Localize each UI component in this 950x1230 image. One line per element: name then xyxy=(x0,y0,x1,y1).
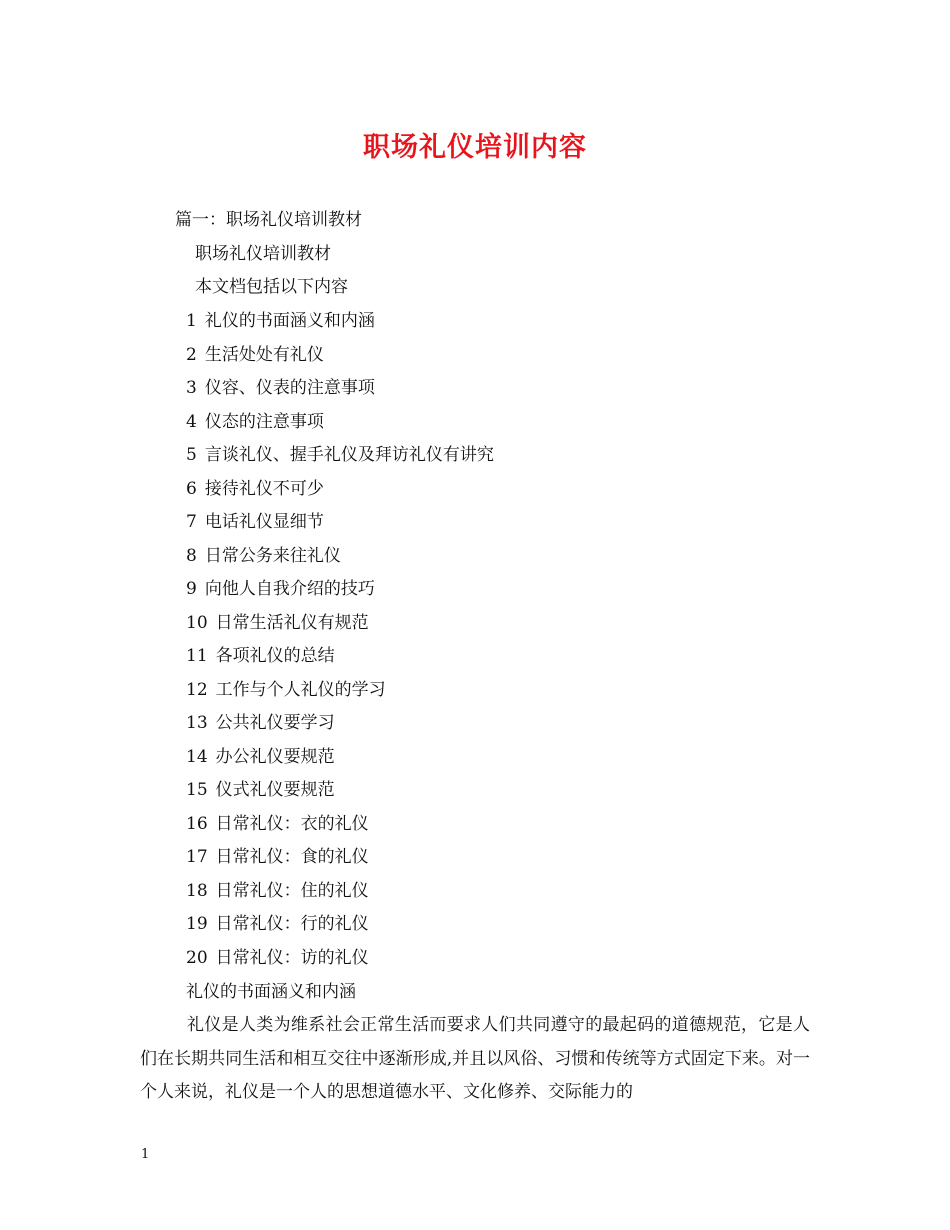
toc-item-text: 仪容、仪表的注意事项 xyxy=(204,378,375,398)
toc-item xyxy=(186,544,341,568)
toc-item-text: 日常礼仪：住的礼仪 xyxy=(215,880,369,901)
toc-item xyxy=(186,577,375,601)
toc-item-number: 8 xyxy=(186,545,197,566)
toc-item-number: 20 xyxy=(186,947,208,968)
toc-item-text: 日常礼仪：行的礼仪 xyxy=(215,914,369,934)
toc-item-text: 日常生活礼仪有规范 xyxy=(215,612,369,633)
toc-item-text: 向他人自我介绍的技巧 xyxy=(204,579,375,599)
toc-item-number: 18 xyxy=(186,880,208,901)
toc-item-text: 礼仪的书面涵义和内涵 xyxy=(204,311,375,331)
sub-heading: 职场礼仪培训教材 xyxy=(195,244,331,264)
toc-item-text: 工作与个人礼仪的学习 xyxy=(215,679,386,700)
toc-item-number: 6 xyxy=(186,478,197,499)
toc-item-number: 10 xyxy=(186,612,208,633)
toc-item xyxy=(186,410,324,434)
toc-item-text: 日常礼仪：衣的礼仪 xyxy=(215,813,369,834)
toc-item-number: 5 xyxy=(186,445,197,465)
toc-item-text: 接待礼仪不可少 xyxy=(204,478,324,499)
toc-item-text: 公共礼仪要学习 xyxy=(215,713,335,733)
toc-item-number: 13 xyxy=(186,713,208,733)
toc-item xyxy=(186,845,369,869)
toc-item-text: 仪式礼仪要规范 xyxy=(215,780,335,800)
toc-item-text: 日常公务来往礼仪 xyxy=(204,545,341,566)
toc-item xyxy=(186,745,335,769)
toc-item xyxy=(186,343,324,367)
toc-item xyxy=(186,644,335,668)
toc-item xyxy=(186,778,335,802)
toc-item-number: 19 xyxy=(186,914,208,934)
body-paragraph: 礼仪是人类为维系社会正常生活而要求人们共同遵守的最起码的道德规范，它是人们在长期共同生活和相互交往中逐渐形成,并且以风俗、习惯和传统等方式固定下来。对一个人来说，礼仪是一个人的思想道德水平、文化修养、交际能力的 xyxy=(140,1015,810,1102)
toc-item xyxy=(186,510,324,534)
toc-item xyxy=(186,912,369,936)
toc-item-number: 7 xyxy=(186,512,197,532)
toc-item-number: 11 xyxy=(186,646,208,666)
toc-item xyxy=(186,443,494,467)
toc-item-number: 4 xyxy=(186,411,197,432)
toc-item-text: 日常礼仪：食的礼仪 xyxy=(215,847,369,867)
toc-item xyxy=(186,711,335,735)
toc-item-number: 17 xyxy=(186,847,208,867)
toc-item-number: 12 xyxy=(186,679,208,700)
toc-item-number: 16 xyxy=(186,813,208,834)
toc-item-text: 电话礼仪显细节 xyxy=(204,512,324,532)
toc-item-number: 9 xyxy=(186,579,197,599)
section-heading: 礼仪的书面涵义和内涵 xyxy=(186,982,356,1002)
toc-item xyxy=(186,376,375,400)
toc-item-number: 14 xyxy=(186,746,208,767)
toc-item-number: 3 xyxy=(186,378,197,398)
toc-item xyxy=(186,678,386,702)
toc-item-text: 言谈礼仪、握手礼仪及拜访礼仪有讲究 xyxy=(204,445,494,465)
toc-item-text: 各项礼仪的总结 xyxy=(215,646,335,666)
document-title: 职场礼仪培训内容 xyxy=(363,132,587,163)
toc-item xyxy=(186,309,375,333)
toc-item-number: 15 xyxy=(186,780,208,800)
toc-item-text: 仪态的注意事项 xyxy=(204,411,324,432)
toc-item xyxy=(186,812,369,836)
toc-item-number: 1 xyxy=(186,311,197,331)
toc-item-text: 日常礼仪：访的礼仪 xyxy=(215,947,369,968)
page-number: 1 xyxy=(141,1147,150,1162)
toc-item xyxy=(186,611,369,635)
intro-line: 本文档包括以下内容 xyxy=(195,277,348,297)
chapter-heading: 篇一：职场礼仪培训教材 xyxy=(175,210,362,230)
toc-item-text: 生活处处有礼仪 xyxy=(204,344,324,365)
toc-item-text: 办公礼仪要规范 xyxy=(215,746,335,767)
toc-item xyxy=(186,477,324,501)
toc-item xyxy=(186,946,369,970)
toc-item xyxy=(186,879,369,903)
toc-item-number: 2 xyxy=(186,344,197,365)
